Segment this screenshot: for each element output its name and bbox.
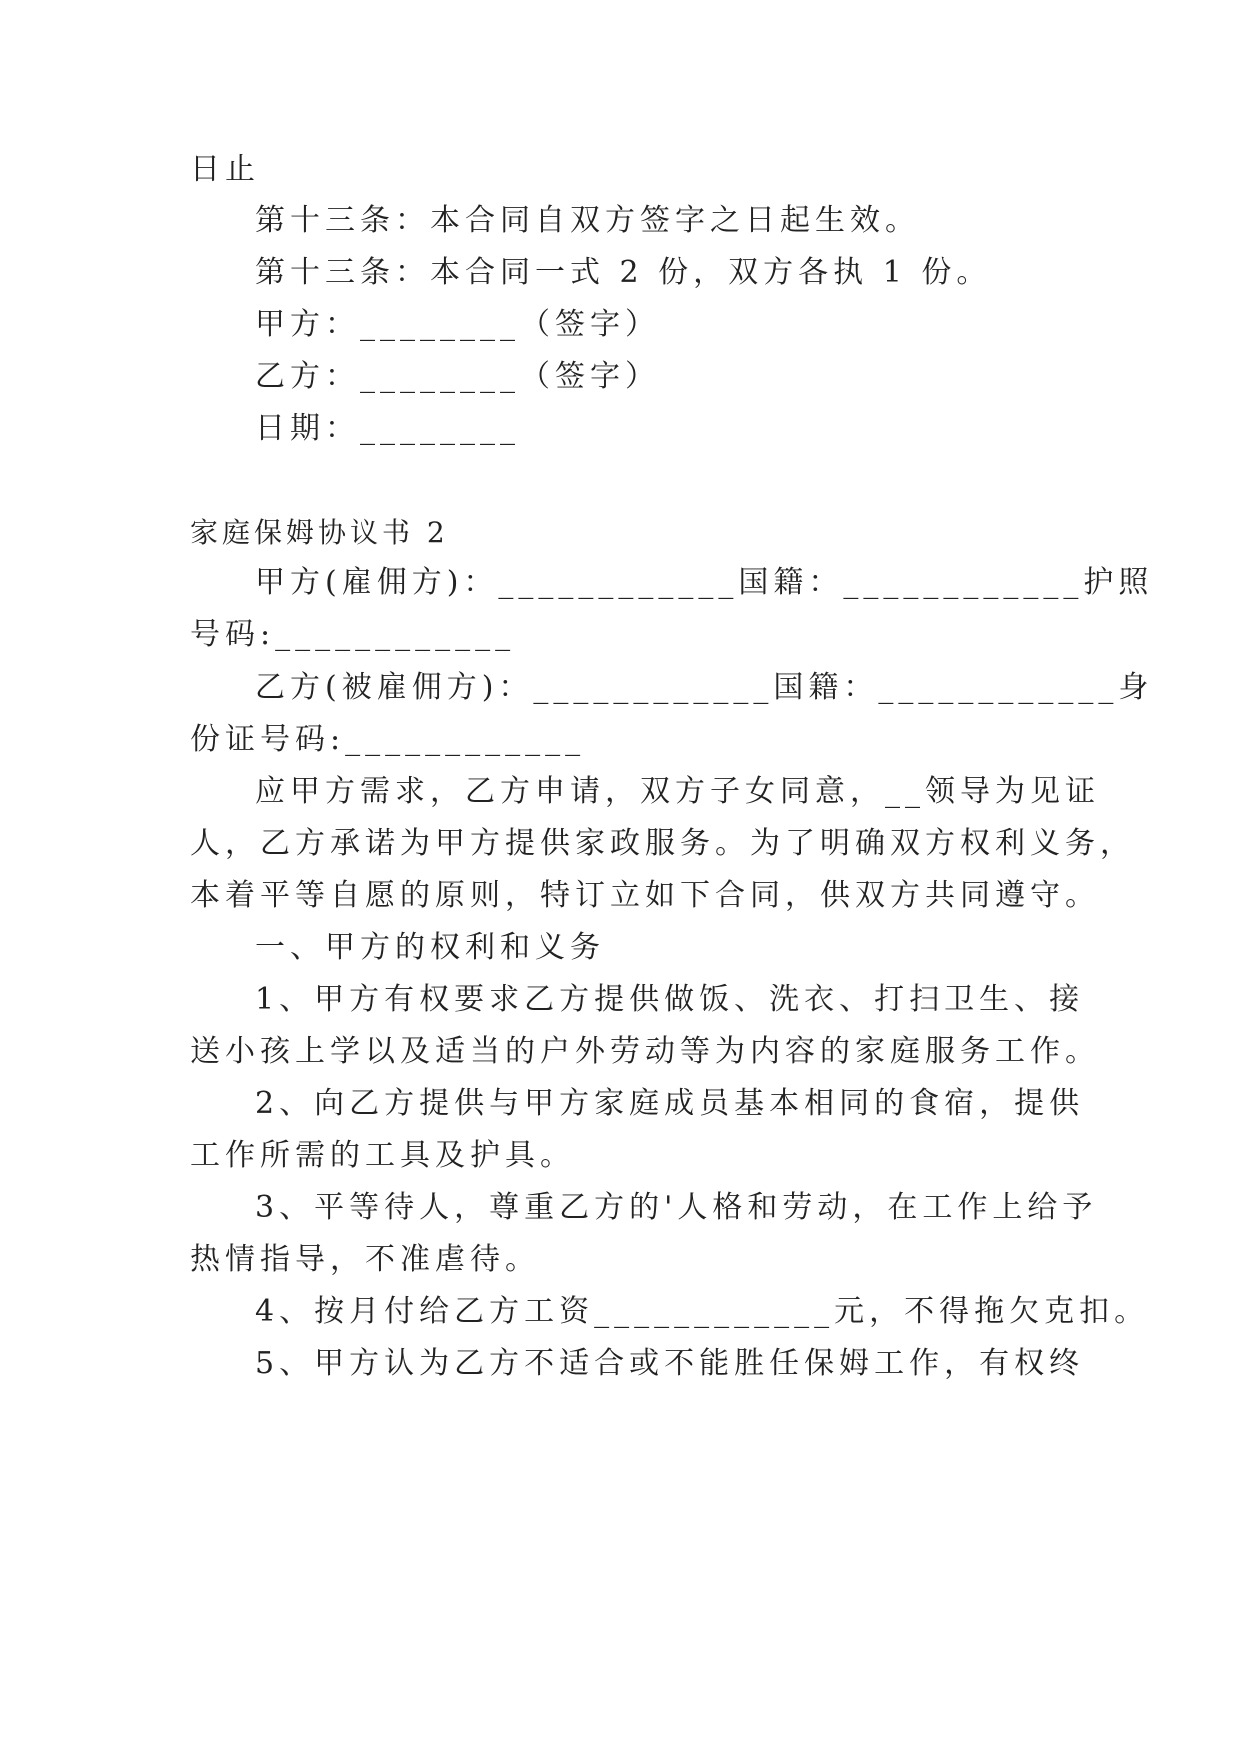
employer-line-1: 甲方(雇佣方)：____________国籍：____________护照 [255, 565, 1154, 600]
top-fragment: 日止 [190, 152, 260, 187]
item-4-line-1: 4、按月付给乙方工资____________元，不得拖欠克扣。 [255, 1294, 1150, 1329]
agreement-title: 家庭保姆协议书 2 [190, 516, 449, 549]
article-13a: 第十三条：本合同自双方签字之日起生效。 [255, 203, 920, 238]
item-2-line-1: 2、向乙方提供与甲方家庭成员基本相同的食宿，提供 [255, 1086, 1085, 1121]
item-3-line-1: 3、平等待人，尊重乙方的'人格和劳动，在工作上给予 [255, 1190, 1098, 1225]
preamble-line-1: 应甲方需求，乙方申请，双方子女同意，__领导为见证 [255, 774, 1100, 809]
item-3-line-2: 热情指导，不准虐待。 [190, 1242, 540, 1277]
item-1-line-2: 送小孩上学以及适当的户外劳动等为内容的家庭服务工作。 [190, 1034, 1100, 1069]
employee-line-1: 乙方(被雇佣方)：____________国籍：____________身 [255, 670, 1154, 705]
item-5-line-1: 5、甲方认为乙方不适合或不能胜任保姆工作，有权终 [255, 1346, 1085, 1381]
party-a-signature-line: 甲方：________（签字） [255, 307, 660, 342]
article-13b: 第十三条：本合同一式 2 份，双方各执 1 份。 [255, 255, 992, 290]
party-b-signature-line: 乙方：________（签字） [255, 359, 660, 394]
section-1-heading: 一、甲方的权利和义务 [255, 930, 605, 965]
item-2-line-2: 工作所需的工具及护具。 [190, 1138, 575, 1173]
employee-line-2: 份证号码:____________ [190, 722, 586, 757]
preamble-line-3: 本着平等自愿的原则，特订立如下合同，供双方共同遵守。 [190, 878, 1100, 913]
date-signature-line: 日期：________ [255, 411, 520, 446]
employer-line-2: 号码:____________ [190, 617, 516, 652]
item-1-line-1: 1、甲方有权要求乙方提供做饭、洗衣、打扫卫生、接 [255, 982, 1085, 1017]
preamble-line-2: 人，乙方承诺为甲方提供家政服务。为了明确双方权利义务， [190, 826, 1135, 861]
